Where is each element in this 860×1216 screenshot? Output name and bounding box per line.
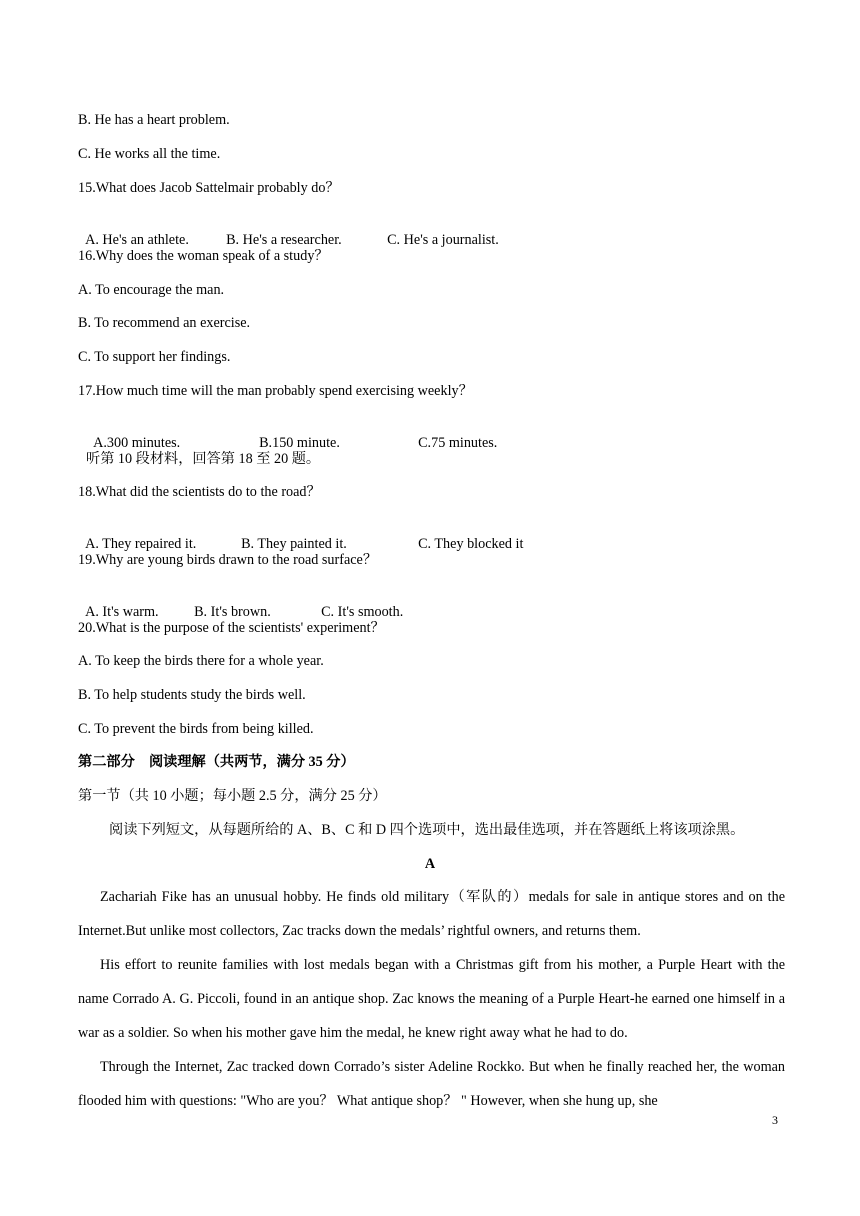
passage-label: A xyxy=(424,856,436,872)
option-a: A. He's an athlete. xyxy=(85,232,189,248)
question-16-option-a: A. To encourage the man. xyxy=(78,282,225,298)
question-17-options xyxy=(86,416,497,452)
question-16-option-b: B. To recommend an exercise. xyxy=(78,315,251,331)
question-14-option-b: B. He has a heart problem. xyxy=(78,112,230,128)
option-b: B. They painted it. xyxy=(241,536,347,552)
option-a: A. It's warm. xyxy=(85,604,159,620)
part-two-heading: 第二部分 阅读理解（共两节，满分 35 分） xyxy=(78,754,355,770)
option-b: B.150 minute. xyxy=(259,435,340,451)
option-b: B. He's a researcher. xyxy=(226,232,342,248)
question-16-option-c: C. To support her findings. xyxy=(78,349,231,365)
option-a: A. They repaired it. xyxy=(85,536,197,552)
question-18-options xyxy=(78,517,523,553)
option-c: C. It's smooth. xyxy=(321,604,404,620)
reading-instruction: 阅读下列短文，从每题所给的 A、B、C 和 D 四个选项中，选出最佳选项，并在答题纸上将该项涂黑。 xyxy=(109,822,745,838)
question-15-options xyxy=(78,213,499,249)
passage-paragraph-2: His effort to reunite families with lost medals began with a Christmas gift from his mother, a Purple Heart with the name Corrado A. G. Piccoli, found in an antique shop. Zac knows the meaning of a Purple Heart-he earned one himself in a war as a soldier. So when his mother gave him the medal, he knew right away what he had to do. xyxy=(78,957,785,1041)
section-one-heading: 第一节（共 10 小题；每小题 2.5 分，满分 25 分） xyxy=(78,788,387,804)
question-16: 16.Why does the woman speak of a study？ xyxy=(78,248,329,264)
option-a: A.300 minutes. xyxy=(93,435,181,451)
question-20-option-b: B. To help students study the birds well. xyxy=(78,687,306,703)
question-20-option-c: C. To prevent the birds from being killed. xyxy=(78,721,314,737)
question-20-option-a: A. To keep the birds there for a whole year. xyxy=(78,653,324,669)
page-number: 3 xyxy=(772,1113,778,1127)
question-19: 19.Why are young birds drawn to the road surface？ xyxy=(78,552,378,568)
option-c: C.75 minutes. xyxy=(418,435,498,451)
option-c: C. They blocked it xyxy=(418,536,524,552)
question-14-option-c: C. He works all the time. xyxy=(78,146,221,162)
option-c: C. He's a journalist. xyxy=(387,232,499,248)
material-10-instruction: 听第 10 段材料，回答第 18 至 20 题。 xyxy=(86,451,321,467)
option-b: B. It's brown. xyxy=(194,604,271,620)
passage-paragraph-3: Through the Internet, Zac tracked down Corrado’s sister Adeline Rockko. But when he finally reached her, the woman flooded him with questions: "Who are you？ What antique shop？ " However, when she hung up, she xyxy=(78,1059,785,1109)
question-17: 17.How much time will the man probably spend exercising weekly？ xyxy=(78,383,473,399)
question-15: 15.What does Jacob Sattelmair probably do？ xyxy=(78,180,340,196)
passage-paragraph-1: Zachariah Fike has an unusual hobby. He finds old military（军队的）medals for sale in antique stores and on the Internet.But unlike most collectors, Zac tracks down the medals’ rightful owners, and returns them. xyxy=(78,889,785,939)
question-19-options xyxy=(78,585,403,621)
question-18: 18.What did the scientists do to the road？ xyxy=(78,484,321,500)
question-20: 20.What is the purpose of the scientists' experiment？ xyxy=(78,620,385,636)
